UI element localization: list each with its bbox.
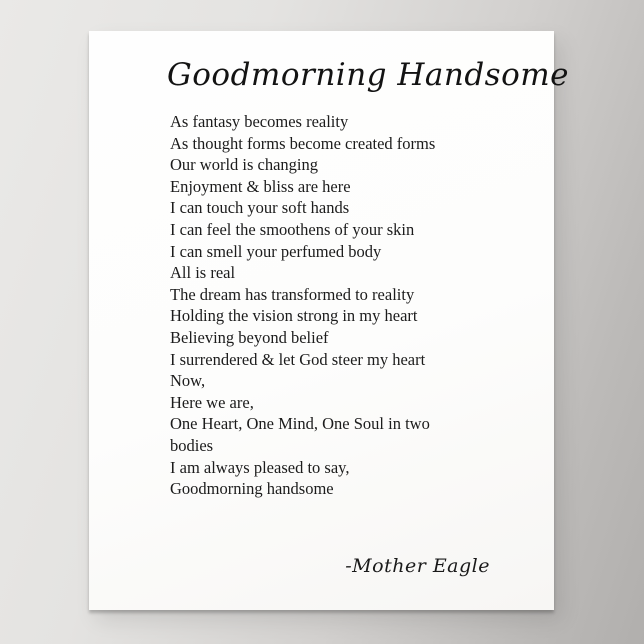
poem-line: The dream has transformed to reality [170,284,415,304]
poem-line: Our world is changing [170,155,319,175]
poem-line: I can feel the smoothens of your skin [170,219,415,239]
poem-line: One Heart, One Mind, One Soul in two [170,414,430,434]
poem-line: bodies [170,435,214,455]
poem-line: Now, [170,371,206,391]
poem-line: I can touch your soft hands [170,198,350,218]
poem-line: Goodmorning handsome [170,479,334,499]
signature: -Mother Eagle [345,555,490,577]
poem-line: I am always pleased to say, [170,457,350,477]
poem-text [170,111,500,500]
poster [89,31,569,610]
poem-line: Here we are, [170,392,254,412]
poem-line: As fantasy becomes reality [170,112,349,131]
poem-line: I surrendered & let God steer my heart [170,349,426,369]
poem-line: Holding the vision strong in my heart [170,306,418,326]
poem-line: I can smell your perfumed body [170,241,382,261]
poem-line: All is real [170,263,236,283]
poem-line: As thought forms become created forms [170,133,436,153]
poem-line: Enjoyment & bliss are here [170,176,351,196]
poem-line: Believing beyond belief [170,327,329,347]
poster-title: Goodmorning Handsome [167,57,569,93]
